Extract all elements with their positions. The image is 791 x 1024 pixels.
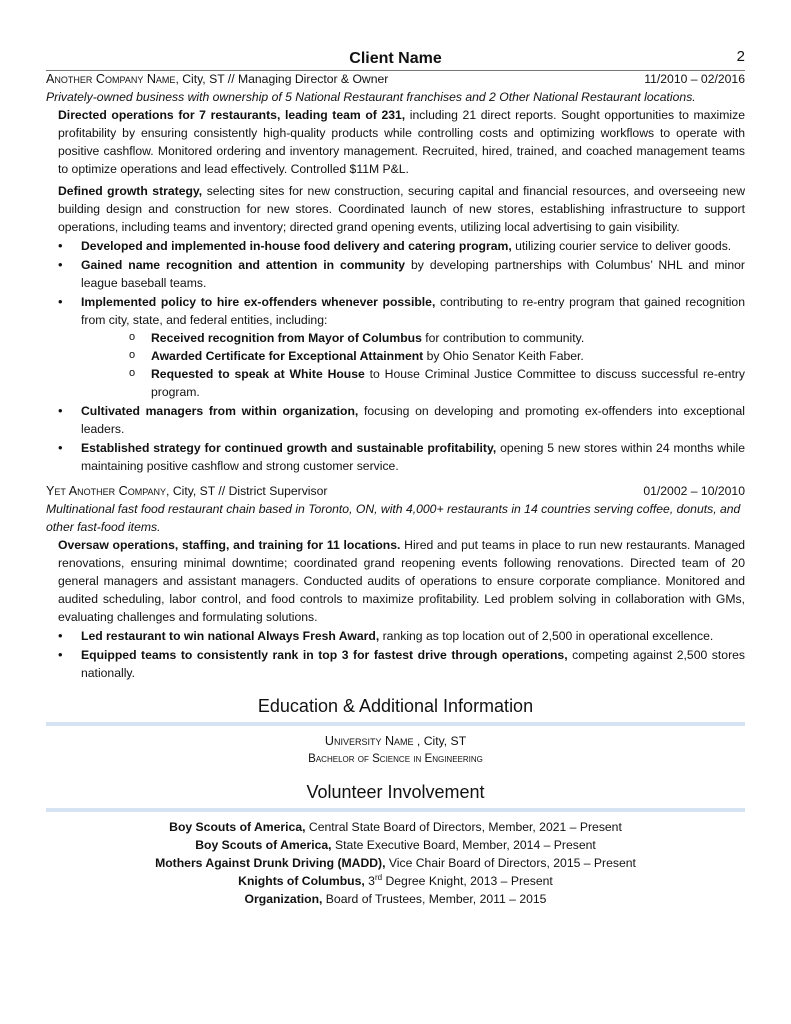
achievement-item	[46, 256, 745, 292]
job-header	[46, 70, 745, 88]
achievement-list	[46, 237, 745, 329]
recognition-item	[46, 347, 745, 365]
recognition-lead: Received recognition from Mayor of Columbus	[151, 331, 422, 345]
volunteer-org: Knights of Columbus,	[238, 874, 365, 888]
volunteer-item	[46, 872, 745, 890]
volunteer-org: Boy Scouts of America,	[169, 820, 306, 834]
client-name: Client Name	[349, 50, 442, 67]
job-paragraph	[58, 536, 745, 626]
achievement-text: opening 5 new stores within 24 months while maintaining positive cashflow and strong customer service.	[81, 441, 746, 473]
paragraph-lead: Defined growth strategy,	[58, 184, 203, 198]
university-line	[46, 732, 745, 750]
job-title-line	[46, 70, 388, 88]
degree: Bachelor of Science in Engineering	[308, 752, 483, 765]
achievement-lead: Equipped teams to consistently rank in top 3 for fastest drive through operations,	[81, 648, 568, 662]
company-description: Multinational fast food restaurant chain based in Toronto, ON, with 4,000+ restaurants in 14 countries serving coffee, donuts, and other fast-food items.	[46, 502, 741, 534]
page-number: 2	[736, 48, 745, 65]
achievement-item	[46, 293, 745, 329]
job-entry	[46, 482, 745, 682]
job-location-role: , City, ST // Managing Director & Owner	[175, 72, 389, 86]
volunteer-org: Boy Scouts of America,	[195, 838, 332, 852]
volunteer-list	[46, 818, 745, 908]
recognition-text: by Ohio Senator Keith Faber.	[423, 349, 584, 363]
paragraph-text: including 21 direct reports. Sought opportunities to maximize profitability by ensuring consistently high-quality products while controlling costs and optimizing workflows to operate with positive cashflow. Monitored ordering and inventory management. Recruited, hired, trained, and coached management teams to optimize operations and lead effectively. Controlled $11M P&L.	[58, 108, 745, 176]
achievement-text: ranking as top location out of 2,500 in operational excellence.	[379, 629, 714, 643]
company-name: Yet Another Company	[46, 484, 167, 498]
recognition-sublist	[46, 329, 745, 401]
achievement-lead: Led restaurant to win national Always Fresh Award,	[81, 629, 380, 643]
job-paragraph	[58, 182, 745, 236]
achievement-item	[46, 402, 745, 438]
achievement-lead: Developed and implemented in-house food delivery and catering program,	[81, 239, 512, 253]
achievement-item	[46, 646, 745, 682]
resume-content	[46, 70, 745, 908]
achievement-list	[46, 627, 745, 682]
job-dates: 11/2010 – 02/2016	[644, 72, 745, 86]
achievement-item	[46, 627, 745, 645]
university-location: , City, ST	[413, 734, 467, 748]
volunteer-org: Mothers Against Drunk Driving (MADD),	[155, 856, 386, 870]
paragraph-text: selecting sites for new construction, securing capital and financial resources, and overseeing new building design and construction for new stores. Coordinated launch of new stores, establishing infrastructure to support operations, including teams and inventory; directed grand opening events, utilizing local advertising to gain visibility.	[58, 184, 745, 234]
achievement-lead: Gained name recognition and attention in community	[81, 258, 406, 272]
volunteer-org: Organization,	[244, 892, 323, 906]
page-header	[46, 48, 745, 71]
volunteer-role: State Executive Board, Member, 2014 – Present	[331, 838, 596, 852]
recognition-text: for contribution to community.	[421, 331, 585, 345]
achievement-lead: Established strategy for continued growth and sustainable profitability,	[81, 441, 497, 455]
section-divider	[46, 808, 745, 812]
achievement-text: utilizing courier service to deliver goods.	[511, 239, 732, 253]
achievement-text: contributing to re-entry program that gained recognition from city, state, and federal entities, including:	[81, 295, 745, 327]
paragraph-text: Hired and put teams in place to run new restaurants. Managed renovations, ensuring minimal downtime; coordinated grand reopening events following renovations. Directed team of 20 general managers and assistant managers. Conducted audits of operations to ensure corporate compliance. Monitored and audited scheduling, labor control, and food controls to maximize profitability. Led problem solving in collaboration with GMs, evaluating challenges and formulating solutions.	[58, 538, 745, 624]
volunteer-item	[46, 854, 745, 872]
volunteer-item	[46, 836, 745, 854]
recognition-item	[46, 365, 745, 401]
achievement-item	[46, 439, 745, 475]
recognition-text: to House Criminal Justice Committee to discuss successful re-entry program.	[151, 367, 745, 399]
volunteer-role: Vice Chair Board of Directors, 2015 – Present	[385, 856, 636, 870]
achievement-text: competing against 2,500 stores nationally.	[81, 648, 745, 680]
volunteer-item	[46, 818, 745, 836]
volunteer-role: Board of Trustees, Member, 2011 – 2015	[322, 892, 547, 906]
education-section-title: Education & Additional Information	[257, 696, 534, 716]
volunteer-role-post: Degree Knight, 2013 – Present	[382, 874, 553, 888]
recognition-item	[46, 329, 745, 347]
job-dates: 01/2002 – 10/2010	[643, 484, 745, 498]
recognition-lead: Requested to speak at White House	[151, 367, 365, 381]
paragraph-lead: Oversaw operations, staffing, and training for 11 locations.	[58, 538, 401, 552]
job-title-line	[46, 482, 327, 500]
university-name: University Name	[324, 734, 414, 748]
job-location-role: , City, ST // District Supervisor	[166, 484, 328, 498]
job-paragraph	[58, 106, 745, 178]
achievement-list	[46, 402, 745, 475]
education-block	[46, 732, 745, 768]
volunteer-section-title: Volunteer Involvement	[306, 782, 485, 802]
achievement-item	[46, 237, 745, 255]
company-description: Privately-owned business with ownership of 5 National Restaurant franchises and 2 Other National Restaurant locations.	[46, 90, 696, 104]
achievement-lead: Cultivated managers from within organization,	[81, 404, 359, 418]
achievement-lead: Implemented policy to hire ex-offenders whenever possible,	[81, 295, 436, 309]
job-entry	[46, 70, 745, 475]
volunteer-item	[46, 890, 745, 908]
recognition-lead: Awarded Certificate for Exceptional Attainment	[151, 349, 424, 363]
paragraph-lead: Directed operations for 7 restaurants, leading team of 231,	[58, 108, 406, 122]
job-header	[46, 482, 745, 500]
volunteer-role: Central State Board of Directors, Member, 2021 – Present	[305, 820, 622, 834]
section-divider	[46, 722, 745, 726]
volunteer-role-pre: 3	[364, 874, 375, 888]
achievement-text: by developing partnerships with Columbus’ NHL and minor league baseball teams.	[81, 258, 745, 290]
achievement-text: focusing on developing and promoting ex-offenders into exceptional leaders.	[81, 404, 746, 436]
company-name: Another Company Name	[46, 72, 176, 86]
ordinal-suffix: rd	[374, 872, 383, 882]
